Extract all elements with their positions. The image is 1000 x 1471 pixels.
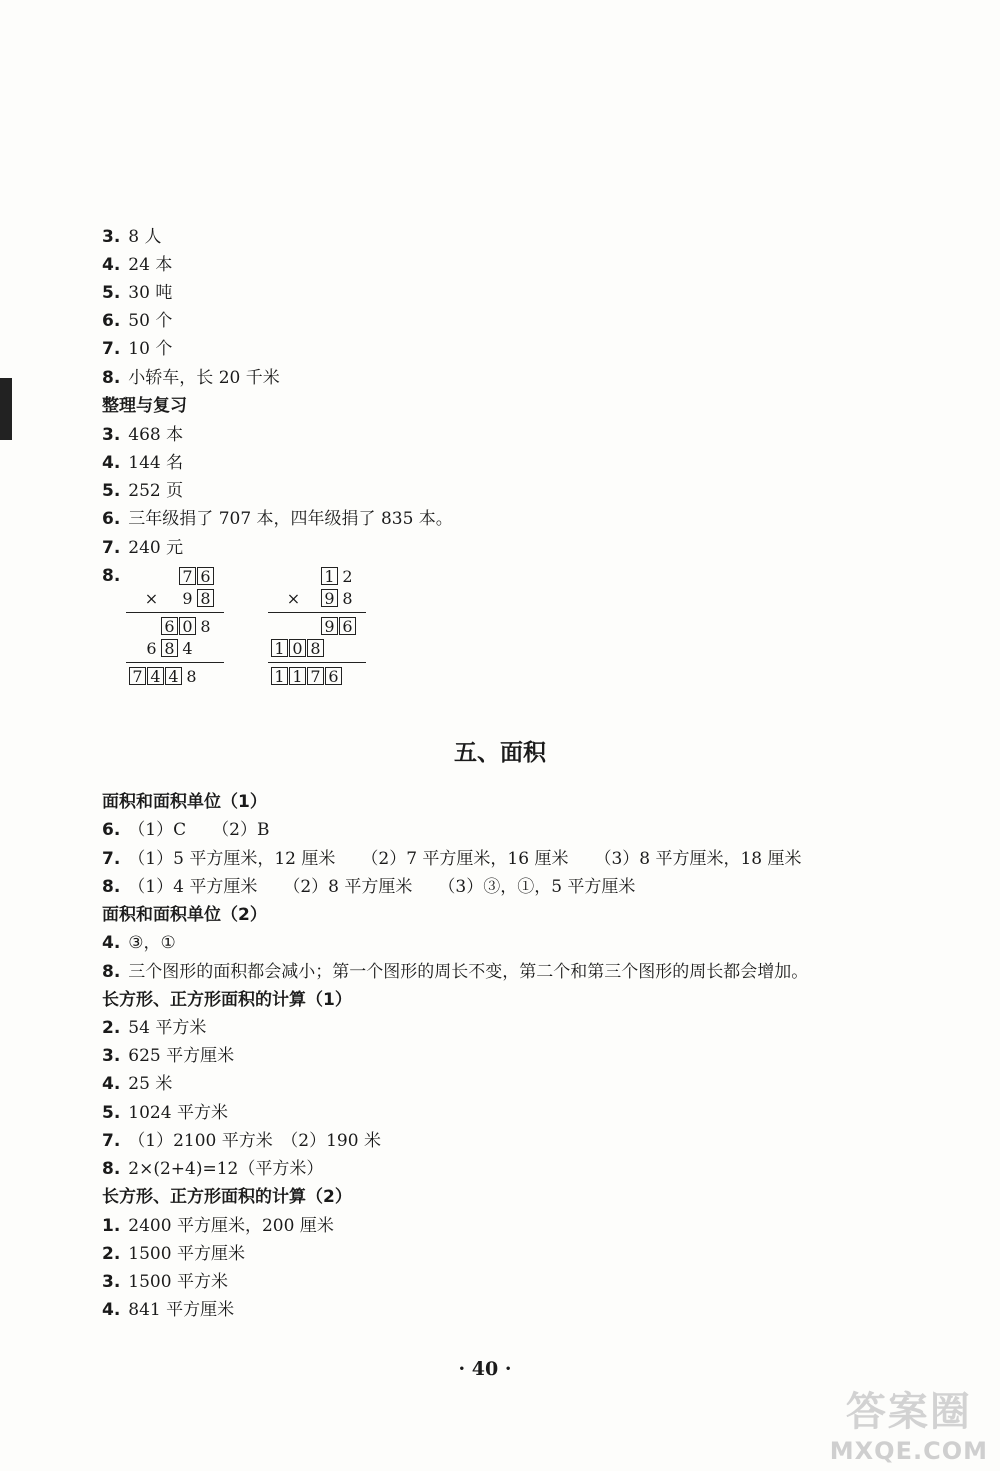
- answer-line: 1. 2400 平方厘米，200 厘米: [102, 1216, 334, 1236]
- digit-box: 1: [321, 567, 338, 585]
- answer-line: 8.: [102, 566, 121, 586]
- digit-box: 6: [197, 567, 214, 585]
- answer-line: 6. 三年级捐了 707 本，四年级捐了 835 本。: [102, 509, 453, 529]
- partial-product-2: [271, 639, 325, 659]
- page-number: · 40 ·: [458, 1358, 512, 1380]
- digit-box: 8: [307, 639, 324, 657]
- digit: 8: [200, 617, 211, 636]
- answer-line: 3. 8 人: [102, 227, 162, 247]
- answer-line: 4. 24 本: [102, 255, 173, 275]
- multiplicand-row: [179, 567, 215, 587]
- watermark-logo: [830, 1380, 988, 1465]
- section-heading: 面积和面积单位（1）: [102, 792, 267, 812]
- answer-line: 6. 50 个: [102, 311, 173, 331]
- section-heading: 长方形、正方形面积的计算（2）: [102, 1187, 352, 1207]
- answer-line: 5. 1024 平方米: [102, 1103, 228, 1123]
- digit-box: 9: [321, 589, 338, 607]
- digit: 6: [146, 639, 157, 658]
- watermark-bottom: MXQE.COM: [829, 1437, 988, 1465]
- answer-line: 3. 625 平方厘米: [102, 1046, 235, 1066]
- answer-line: 4. 25 米: [102, 1074, 173, 1094]
- answer-line: 2. 1500 平方厘米: [102, 1244, 245, 1264]
- digit-box: 9: [321, 617, 338, 635]
- digit-box: 0: [179, 617, 196, 635]
- digit-box: 6: [339, 617, 356, 635]
- digit-box: 4: [147, 667, 164, 685]
- digit-box: 6: [161, 617, 178, 635]
- partial-product-1: [161, 617, 215, 637]
- multiplicand-row: [321, 567, 357, 587]
- answer-line: 7. （1）5 平方厘米，12 厘米 （2）7 平方厘米，16 厘米 （3）8 平方厘米，18 厘米: [102, 849, 802, 869]
- digit-box: 0: [289, 639, 306, 657]
- digit: 2: [342, 567, 353, 586]
- answer-line: 3. 1500 平方米: [102, 1272, 228, 1292]
- digit-box: 1: [271, 667, 288, 685]
- answer-line: 6. （1）C （2）B: [102, 820, 270, 840]
- calc-rule: [268, 612, 366, 613]
- multiplication-puzzle-2: [268, 567, 368, 692]
- digit: 9: [182, 589, 193, 608]
- times-sign: ×: [144, 589, 159, 608]
- chapter-title: 五、面积: [454, 740, 546, 766]
- digit: 4: [182, 639, 193, 658]
- answer-line: 2. 54 平方米: [102, 1018, 207, 1038]
- multiplier-row: [285, 589, 357, 609]
- answer-line: 4. 841 平方厘米: [102, 1300, 235, 1320]
- partial-product-1: [321, 617, 357, 637]
- digit: 8: [342, 589, 353, 608]
- answer-line: 8. （1）4 平方厘米 （2）8 平方厘米 （3）③，①，5 平方厘米: [102, 877, 636, 897]
- digit-box: 8: [161, 639, 178, 657]
- digit-box: 4: [165, 667, 182, 685]
- section-heading: 长方形、正方形面积的计算（1）: [102, 990, 352, 1010]
- answer-line: 4. ③，①: [102, 933, 176, 953]
- answer-line: 8. 三个图形的面积都会减小；第一个图形的周长不变，第二个和第三个图形的周长都会增加。: [102, 962, 809, 982]
- watermark-top: 答案圈: [845, 1389, 972, 1435]
- product-row: [271, 667, 343, 687]
- calc-rule: [268, 662, 366, 663]
- product-row: [129, 667, 201, 687]
- partial-product-2: [143, 639, 197, 659]
- calc-rule: [126, 662, 224, 663]
- page-edge-mark: [0, 378, 12, 440]
- answer-line: 3. 468 本: [102, 425, 184, 445]
- answer-line: 5. 252 页: [102, 481, 184, 501]
- section-heading: 整理与复习: [102, 396, 187, 416]
- multiplier-row: [143, 589, 215, 609]
- answer-line: 5. 30 吨: [102, 283, 173, 303]
- answer-line: 8. 小轿车，长 20 千米: [102, 368, 280, 388]
- answer-line: 7. 10 个: [102, 339, 173, 359]
- digit-box: 7: [129, 667, 146, 685]
- digit-box: 1: [289, 667, 306, 685]
- multiplication-puzzle-1: [126, 567, 226, 692]
- digit: 8: [186, 667, 197, 686]
- section-heading: 面积和面积单位（2）: [102, 905, 267, 925]
- digit-box: 7: [307, 667, 324, 685]
- answer-line: 7. （1）2100 平方米 （2）190 米: [102, 1131, 381, 1151]
- answer-line: 7. 240 元: [102, 538, 184, 558]
- digit-box: 8: [197, 589, 214, 607]
- digit-box: 1: [271, 639, 288, 657]
- times-sign: ×: [286, 589, 301, 608]
- calc-rule: [126, 612, 224, 613]
- answer-line: 4. 144 名: [102, 453, 184, 473]
- answer-line: 8. 2×(2+4)=12（平方米）: [102, 1159, 324, 1179]
- digit-box: 7: [179, 567, 196, 585]
- digit-box: 6: [325, 667, 342, 685]
